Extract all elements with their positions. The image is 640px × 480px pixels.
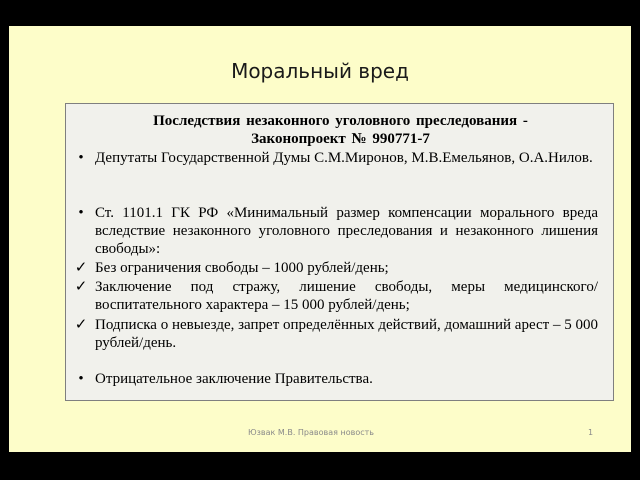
- slide: [9, 26, 631, 452]
- bullet-icon: •: [78, 371, 84, 387]
- list-item: Отрицательное заключение Правительства.: [95, 371, 373, 387]
- list-item: Без ограничения свободы – 1000 рублей/день;: [95, 260, 389, 276]
- box-heading-line-1: Последствия незаконного уголовного преследования -: [153, 113, 528, 129]
- bullet-icon: •: [78, 150, 84, 166]
- footer-page-number: 1: [588, 428, 594, 437]
- checkmark-icon: ✓: [74, 317, 88, 333]
- footer-author: Юзвак М.В. Правовая новость: [248, 428, 374, 437]
- list-item: Подписка о невыезде, запрет определённых действий, домашний арест – 5 000 рублей/день.: [95, 317, 598, 351]
- checkmark-icon: ✓: [74, 279, 88, 295]
- box-heading: [66, 112, 615, 148]
- content-box: [65, 103, 614, 401]
- checkmark-icon: ✓: [74, 260, 88, 276]
- list-item: Депутаты Государственной Думы С.М.Миронов, М.В.Емельянов, О.А.Нилов.: [95, 150, 593, 166]
- list-item: Ст. 1101.1 ГК РФ «Минимальный размер компенсации морального вреда вследствие незаконного уголовного преследования и незаконного лишения свободы»:: [95, 205, 598, 257]
- list-item: Заключение под стражу, лишение свободы, меры медицинского/воспитательного характера – 15 000 рублей/день;: [95, 279, 598, 313]
- slide-title: Моральный вред: [231, 59, 409, 83]
- bullet-icon: •: [78, 205, 84, 221]
- box-heading-line-2: Законопроект № 990771-7: [251, 131, 430, 147]
